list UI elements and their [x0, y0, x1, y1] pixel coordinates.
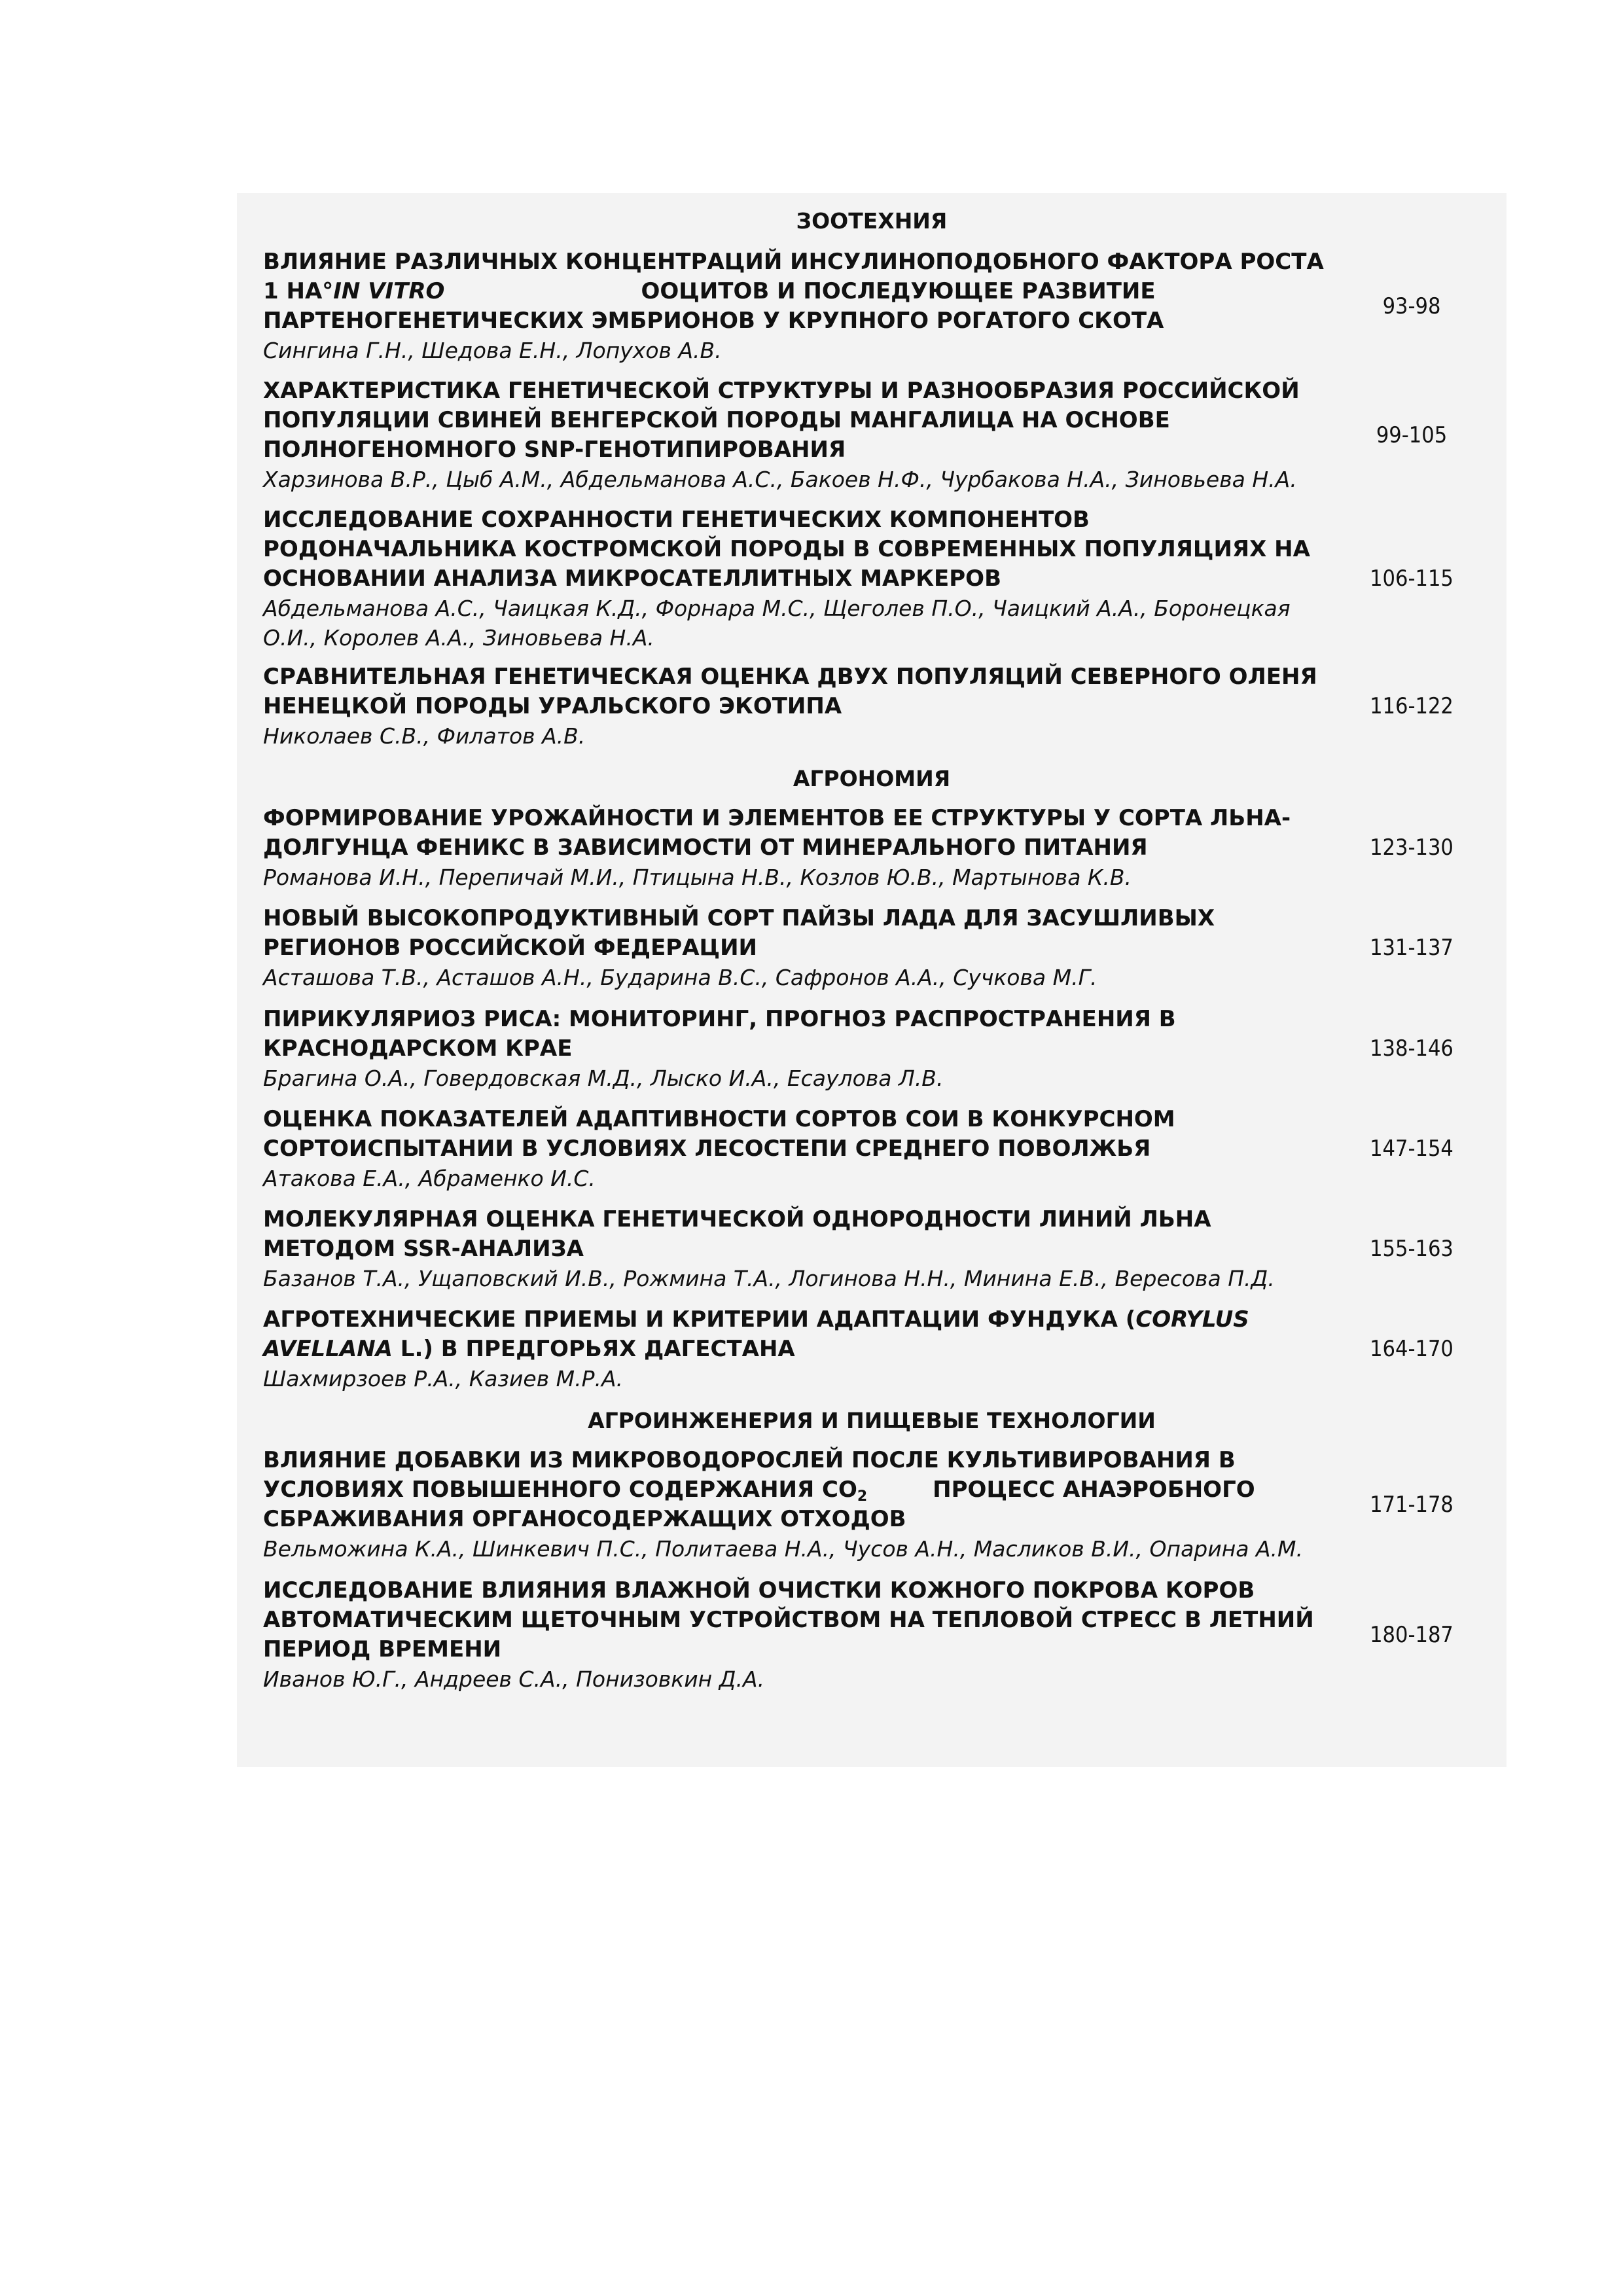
- entry-pages: 93-98: [1382, 293, 1441, 319]
- entry-title: ПИРИКУЛЯРИОЗ РИСА: МОНИТОРИНГ, ПРОГНОЗ РАСПРОСТРАНЕНИЯ В: [263, 1006, 1176, 1032]
- entry-pages: 171-178: [1370, 1492, 1454, 1518]
- entry-title: ОЦЕНКА ПОКАЗАТЕЛЕЙ АДАПТИВНОСТИ СОРТОВ СОИ В КОНКУРСНОМ: [263, 1106, 1175, 1132]
- entry-pages: 180-187: [1370, 1622, 1454, 1648]
- entry-authors: Романова И.Н., Перепичай М.И., Птицына Н.В., Козлов Ю.В., Мартынова К.В.: [263, 865, 1132, 890]
- entry-pages: 99-105: [1376, 422, 1448, 448]
- entry-pages: 131-137: [1370, 935, 1454, 961]
- entry-title: ПАРТЕНОГЕНЕТИЧЕСКИХ ЭМБРИОНОВ У КРУПНОГО РОГАТОГО СКОТА: [263, 308, 1164, 334]
- entry-authors: Абдельманова А.С., Чаицкая К.Д., Форнара М.С., Щеголев П.О., Чаицкий А.А., Боронецкая: [263, 596, 1291, 621]
- entry-pages: 116-122: [1370, 693, 1454, 719]
- entry-authors: Базанов Т.А., Ущаповский И.В., Рожмина Т.А., Логинова Н.Н., Минина Е.В., Вересова П.Д.: [263, 1266, 1275, 1291]
- entry-title: НОВЫЙ ВЫСОКОПРОДУКТИВНЫЙ СОРТ ПАЙЗЫ ЛАДА ДЛЯ ЗАСУШЛИВЫХ: [263, 905, 1215, 931]
- entry-authors: Брагина О.А., Говердовская М.Д., Лыско И.А., Есаулова Л.В.: [263, 1066, 944, 1091]
- entry-title: ХАРАКТЕРИСТИКА ГЕНЕТИЧЕСКОЙ СТРУКТУРЫ И РАЗНООБРАЗИЯ РОССИЙСКОЙ: [263, 378, 1300, 404]
- entry-title: ВЛИЯНИЕ РАЗЛИЧНЫХ КОНЦЕНТРАЦИЙ ИНСУЛИНОПОДОБНОГО ФАКТОРА РОСТА: [263, 249, 1324, 275]
- entry-title: AVELLANA L.) В ПРЕДГОРЬЯХ ДАГЕСТАНА: [263, 1336, 795, 1362]
- entry-authors: О.И., Королев А.А., Зиновьева Н.А.: [263, 625, 654, 651]
- entry-title: ИССЛЕДОВАНИЕ ВЛИЯНИЯ ВЛАЖНОЙ ОЧИСТКИ КОЖНОГО ПОКРОВА КОРОВ: [263, 1577, 1255, 1604]
- entry-title: УСЛОВИЯХ ПОВЫШЕННОГО СОДЕРЖАНИЯ $СО_2$ ПРОЦЕСС АНАЭРОБНОГО: [263, 1477, 1255, 1505]
- entry-title: ВЛИЯНИЕ ДОБАВКИ ИЗ МИКРОВОДОРОСЛЕЙ ПОСЛЕ КУЛЬТИВИРОВАНИЯ В: [263, 1447, 1236, 1473]
- entry-title: ФОРМИРОВАНИЕ УРОЖАЙНОСТИ И ЭЛЕМЕНТОВ ЕЕ СТРУКТУРЫ У СОРТА ЛЬНА-: [263, 805, 1291, 831]
- entry-authors: Сингина Г.Н., Шедова Е.Н., Лопухов А.В.: [263, 338, 722, 363]
- entry-authors: Атакова Е.А., Абраменко И.С.: [263, 1166, 596, 1191]
- entry-pages: 155-163: [1370, 1236, 1454, 1262]
- entry-title: ИССЛЕДОВАНИЕ СОХРАННОСТИ ГЕНЕТИЧЕСКИХ КОМПОНЕНТОВ: [263, 507, 1090, 533]
- entry-title: АВТОМАТИЧЕСКИМ ЩЕТОЧНЫМ УСТРОЙСТВОМ НА ТЕПЛОВОЙ СТРЕСС В ЛЕТНИЙ: [263, 1607, 1314, 1633]
- section-heading-agroengineering: АГРОИНЖЕНЕРИЯ И ПИЩЕВЫЕ ТЕХНОЛОГИИ: [588, 1408, 1156, 1433]
- entry-title: КРАСНОДАРСКОМ КРАЕ: [263, 1035, 573, 1062]
- entry-pages: 106-115: [1370, 565, 1454, 592]
- entry-authors: Николаев С.В., Филатов А.В.: [263, 723, 586, 749]
- entry-title: МЕТОДОМ SSR-АНАЛИЗА: [263, 1236, 584, 1262]
- entry-title: ПОЛНОГЕНОМНОГО SNP-ГЕНОТИПИРОВАНИЯ: [263, 437, 846, 463]
- entry-authors: Харзинова В.Р., Цыб А.М., Абдельманова А.С., Бакоев Н.Ф., Чурбакова Н.А., Зиновьева Н.А.: [263, 467, 1297, 492]
- entry-title: РОДОНАЧАЛЬНИКА КОСТРОМСКОЙ ПОРОДЫ В СОВРЕМЕННЫХ ПОПУЛЯЦИЯХ НА: [263, 536, 1310, 562]
- entry-authors: Асташова Т.В., Асташов А.Н., Бударина В.С., Сафронов А.А., Сучкова М.Г.: [263, 965, 1097, 990]
- entry-pages: 138-146: [1370, 1035, 1454, 1062]
- entry-title: МОЛЕКУЛЯРНАЯ ОЦЕНКА ГЕНЕТИЧЕСКОЙ ОДНОРОДНОСТИ ЛИНИЙ ЛЬНА: [263, 1206, 1211, 1232]
- entry-authors: Вельможина К.А., Шинкевич П.С., Политаева Н.А., Чусов А.Н., Масликов В.И., Опарина А.М.: [263, 1536, 1304, 1562]
- entry-title: СБРАЖИВАНИЯ ОРГАНОСОДЕРЖАЩИХ ОТХОДОВ: [263, 1506, 906, 1532]
- entry-title: НЕНЕЦКОЙ ПОРОДЫ УРАЛЬСКОГО ЭКОТИПА: [263, 693, 842, 719]
- entry-authors: Иванов Ю.Г., Андреев С.А., Понизовкин Д.А.: [263, 1666, 765, 1692]
- section-heading-zootechnics: ЗООТЕХНИЯ: [796, 208, 948, 234]
- entry-title: СОРТОИСПЫТАНИИ В УСЛОВИЯХ ЛЕСОСТЕПИ СРЕДНЕГО ПОВОЛЖЬЯ: [263, 1136, 1151, 1162]
- entry-title: СРАВНИТЕЛЬНАЯ ГЕНЕТИЧЕСКАЯ ОЦЕНКА ДВУХ ПОПУЛЯЦИЙ СЕВЕРНОГО ОЛЕНЯ: [263, 664, 1317, 690]
- entry-title: ПОПУЛЯЦИИ СВИНЕЙ ВЕНГЕРСКОЙ ПОРОДЫ МАНГАЛИЦА НА ОСНОВЕ: [263, 407, 1170, 433]
- entry-title: ДОЛГУНЦА ФЕНИКС В ЗАВИСИМОСТИ ОТ МИНЕРАЛЬНОГО ПИТАНИЯ: [263, 834, 1148, 861]
- entry-pages: 147-154: [1370, 1136, 1454, 1162]
- entry-title: ПЕРИОД ВРЕМЕНИ: [263, 1636, 502, 1662]
- entry-pages: 123-130: [1370, 834, 1454, 861]
- entry-pages: 164-170: [1370, 1336, 1454, 1362]
- entry-title: РЕГИОНОВ РОССИЙСКОЙ ФЕДЕРАЦИИ: [263, 935, 757, 961]
- entry-title: АГРОТЕХНИЧЕСКИЕ ПРИЕМЫ И КРИТЕРИИ АДАПТАЦИИ ФУНДУКА (CORYLUS: [263, 1306, 1249, 1333]
- entry-title: 1 НА°IN VITRO ООЦИТОВ И ПОСЛЕДУЮЩЕЕ РАЗВИТИЕ: [263, 278, 1156, 304]
- table-of-contents: [237, 193, 1507, 1767]
- entry-authors: Шахмирзоев Р.А., Казиев М.Р.А.: [263, 1366, 624, 1391]
- section-heading-agronomy: АГРОНОМИЯ: [793, 766, 951, 791]
- entry-title: ОСНОВАНИИ АНАЛИЗА МИКРОСАТЕЛЛИТНЫХ МАРКЕРОВ: [263, 565, 1001, 592]
